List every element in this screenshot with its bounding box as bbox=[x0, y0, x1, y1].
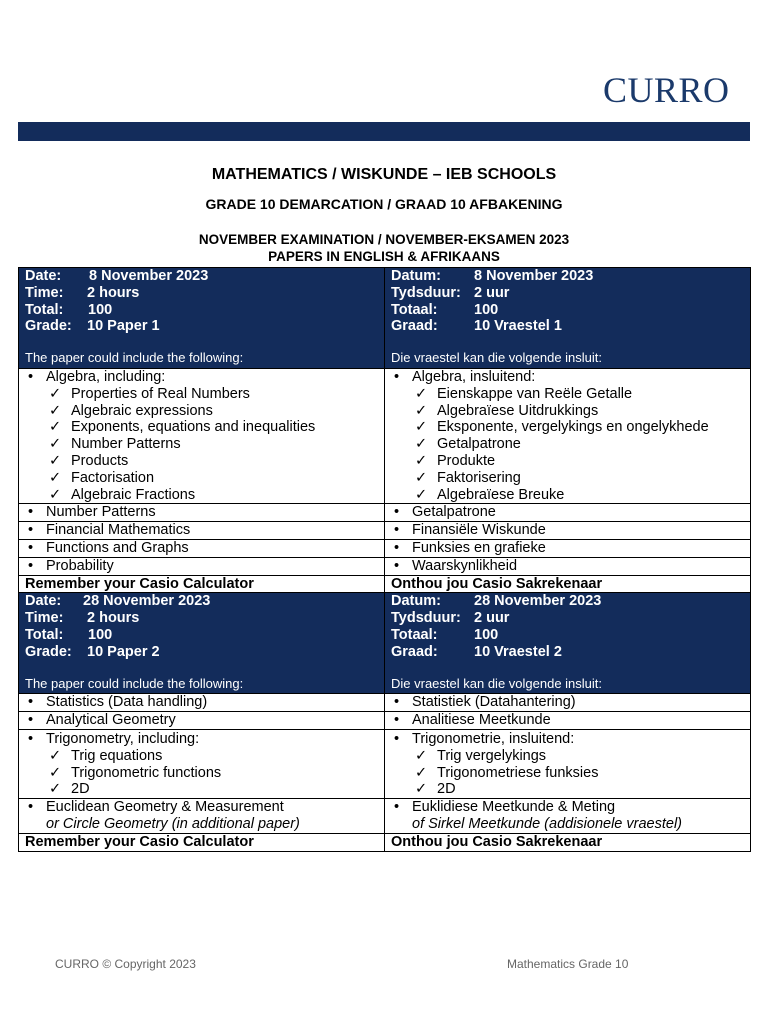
time-label: Time: bbox=[25, 284, 64, 301]
topic-af-cell bbox=[385, 694, 751, 712]
time-label: Time: bbox=[25, 610, 64, 627]
remember-en: Remember your Casio Calculator bbox=[19, 833, 385, 851]
remember-af: Onthou jou Casio Sakrekenaar bbox=[385, 575, 751, 593]
total-value: 100 bbox=[88, 626, 113, 643]
footer-subject: Mathematics Grade 10 bbox=[507, 957, 629, 971]
topic-en-cell bbox=[19, 694, 385, 712]
list-item: ✓ Number Patterns bbox=[25, 436, 378, 453]
remember-en: Remember your Casio Calculator bbox=[19, 575, 385, 593]
list-item: ✓ Exponents, equations and inequalities bbox=[25, 419, 378, 436]
header-banner bbox=[18, 122, 750, 141]
date-label: Date: bbox=[25, 593, 62, 610]
document-title: MATHEMATICS / WISKUNDE – IEB SCHOOLS bbox=[211, 166, 557, 183]
topic-af-cell bbox=[385, 712, 751, 730]
paper2-en-header bbox=[19, 593, 385, 694]
list-item: • Statistics (Data handling) bbox=[25, 694, 378, 711]
euclid-alt-note: of Sirkel Meetkunde (addisionele vraestel) bbox=[412, 815, 682, 832]
topic-en-cell bbox=[19, 522, 385, 540]
list-item: • Statistiek (Datahantering) bbox=[391, 694, 744, 711]
date-value: 8 November 2023 bbox=[89, 268, 209, 284]
topic-en-cell bbox=[19, 539, 385, 557]
list-item: • Analytical Geometry bbox=[25, 712, 378, 729]
curro-logo: CURRO bbox=[603, 70, 730, 110]
grade-value: 10 Paper 2 bbox=[87, 643, 160, 660]
grade-label: Grade: bbox=[25, 318, 72, 335]
paper2-af-header bbox=[385, 593, 751, 694]
list-item: • Waarskynlikheid bbox=[391, 558, 744, 575]
table-row bbox=[19, 539, 751, 557]
time-label: Tydsduur: bbox=[391, 284, 461, 301]
table-row bbox=[19, 504, 751, 522]
total-value: 100 bbox=[474, 301, 499, 318]
date-label: Date: bbox=[25, 268, 62, 284]
paper2-header-row bbox=[19, 593, 751, 694]
list-item: • Getalpatrone bbox=[391, 504, 744, 521]
date-value: 28 November 2023 bbox=[474, 593, 602, 610]
euclid-af-cell bbox=[385, 799, 751, 834]
remember-af: Onthou jou Casio Sakrekenaar bbox=[385, 833, 751, 851]
total-value: 100 bbox=[88, 301, 113, 318]
trig-row bbox=[19, 729, 751, 798]
list-item: • Trigonometrie, insluitend: bbox=[391, 731, 744, 748]
topic-af-cell bbox=[385, 504, 751, 522]
list-item: • Finansiële Wiskunde bbox=[391, 522, 744, 539]
list-item: • Euclidean Geometry & Measurement bbox=[25, 799, 378, 816]
algebra-af-cell bbox=[385, 369, 751, 504]
paper1-en-header bbox=[19, 268, 385, 369]
grade-label: Graad: bbox=[391, 643, 438, 660]
euclid-en-cell bbox=[19, 799, 385, 834]
list-item: ✓ Eksponente, vergelykings en ongelykhede bbox=[391, 419, 744, 436]
date-value: 8 November 2023 bbox=[474, 268, 594, 284]
exam-subtitle: NOVEMBER EXAMINATION / NOVEMBER-EKSAMEN 2023 bbox=[198, 232, 570, 247]
table-row bbox=[19, 712, 751, 730]
paper1-af-header bbox=[385, 268, 751, 369]
list-item: ✓ Factorisation bbox=[25, 470, 378, 487]
list-item: • Financial Mathematics bbox=[25, 522, 378, 539]
list-item: ✓ Trigonometric functions bbox=[25, 765, 378, 782]
topic-en-cell bbox=[19, 712, 385, 730]
table-row bbox=[19, 557, 751, 575]
time-value: 2 uur bbox=[474, 610, 510, 627]
list-item: ✓ 2D bbox=[391, 781, 744, 798]
grade-value: 10 Paper 1 bbox=[87, 318, 160, 335]
topic-af-cell bbox=[385, 522, 751, 540]
list-item: ✓ Algebraic Fractions bbox=[25, 487, 378, 504]
list-item: ✓ Algebraïese Uitdrukkings bbox=[391, 403, 744, 420]
time-label: Tydsduur: bbox=[391, 610, 461, 627]
table-row bbox=[19, 694, 751, 712]
list-item: • Number Patterns bbox=[25, 504, 378, 521]
list-item: • Funksies en grafieke bbox=[391, 540, 744, 557]
list-item: ✓ Eienskappe van Reële Getalle bbox=[391, 386, 744, 403]
total-label: Totaal: bbox=[391, 301, 438, 318]
paper-note: Die vraestel kan die volgende insluit: bbox=[391, 350, 603, 366]
list-item: ✓ Faktorisering bbox=[391, 470, 744, 487]
total-label: Total: bbox=[25, 626, 64, 643]
topic-en-cell bbox=[19, 504, 385, 522]
list-item: • Trigonometry, including: bbox=[25, 731, 378, 748]
total-label: Total: bbox=[25, 301, 64, 318]
list-item: ✓ Products bbox=[25, 453, 378, 470]
trig-af-cell bbox=[385, 729, 751, 798]
grade-subtitle: GRADE 10 DEMARCATION / GRAAD 10 AFBAKENING bbox=[205, 196, 563, 212]
list-item: • Euklidiese Meetkunde & Meting bbox=[391, 799, 744, 816]
topic-en-cell bbox=[19, 557, 385, 575]
date-label: Datum: bbox=[391, 268, 441, 284]
topic-af-cell bbox=[385, 557, 751, 575]
paper-note: The paper could include the following: bbox=[25, 350, 244, 366]
total-label: Totaal: bbox=[391, 626, 438, 643]
date-label: Datum: bbox=[391, 593, 441, 610]
date-value: 28 November 2023 bbox=[83, 593, 211, 610]
trig-en-cell bbox=[19, 729, 385, 798]
time-value: 2 uur bbox=[474, 284, 510, 301]
list-item: ✓ Properties of Real Numbers bbox=[25, 386, 378, 403]
table-row bbox=[19, 522, 751, 540]
papers-subtitle: PAPERS IN ENGLISH & AFRIKAANS bbox=[268, 249, 500, 264]
euclid-row bbox=[19, 799, 751, 834]
remember-row bbox=[19, 575, 751, 593]
paper1-header-row bbox=[19, 268, 751, 369]
topic-af-cell bbox=[385, 539, 751, 557]
list-item: • Analitiese Meetkunde bbox=[391, 712, 744, 729]
algebra-row bbox=[19, 369, 751, 504]
list-item: • Probability bbox=[25, 558, 378, 575]
remember-row bbox=[19, 833, 751, 851]
time-value: 2 hours bbox=[87, 610, 140, 627]
demarcation-table bbox=[18, 267, 751, 852]
euclid-alt-note: or Circle Geometry (in additional paper) bbox=[46, 815, 300, 832]
list-item: • Algebra, including: bbox=[25, 369, 378, 386]
list-item: ✓ Produkte bbox=[391, 453, 744, 470]
grade-label: Graad: bbox=[391, 318, 438, 335]
algebra-en-cell bbox=[19, 369, 385, 504]
list-item: ✓ Getalpatrone bbox=[391, 436, 744, 453]
list-item: • Algebra, insluitend: bbox=[391, 369, 744, 386]
grade-value: 10 Vraestel 1 bbox=[474, 318, 562, 335]
list-item: ✓ Trig equations bbox=[25, 748, 378, 765]
list-item: • Functions and Graphs bbox=[25, 540, 378, 557]
footer-copyright: CURRO © Copyright 2023 bbox=[55, 957, 196, 971]
paper-note: The paper could include the following: bbox=[25, 675, 244, 691]
list-item: ✓ Trigonometriese funksies bbox=[391, 765, 744, 782]
paper-note: Die vraestel kan die volgende insluit: bbox=[391, 675, 603, 691]
time-value: 2 hours bbox=[87, 284, 140, 301]
list-item: ✓ Algebraïese Breuke bbox=[391, 487, 744, 504]
list-item: ✓ 2D bbox=[25, 781, 378, 798]
total-value: 100 bbox=[474, 626, 499, 643]
grade-label: Grade: bbox=[25, 643, 72, 660]
grade-value: 10 Vraestel 2 bbox=[474, 643, 562, 660]
list-item: ✓ Algebraic expressions bbox=[25, 403, 378, 420]
list-item: ✓ Trig vergelykings bbox=[391, 748, 744, 765]
